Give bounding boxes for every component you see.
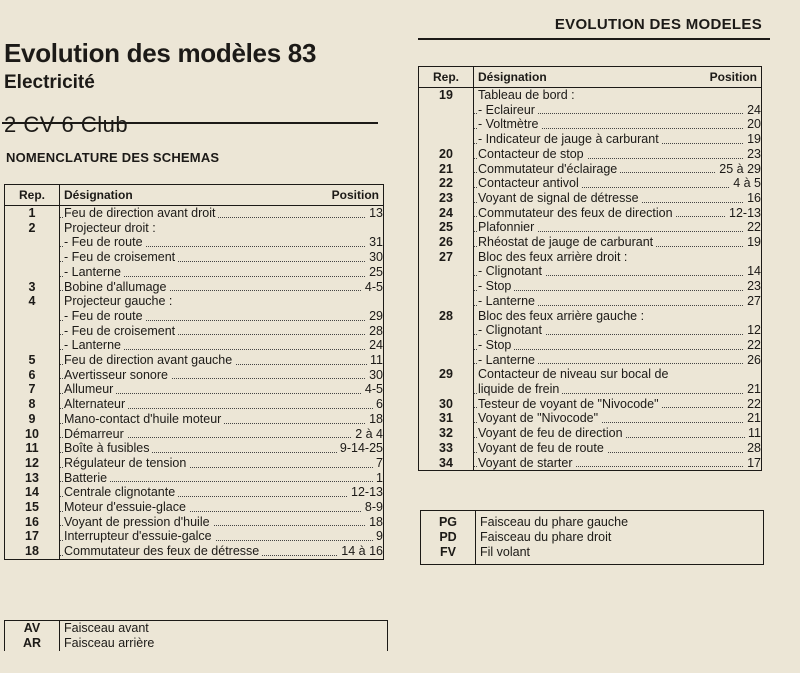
designation-text: Centrale clignotante xyxy=(64,485,178,499)
harness-label: Faisceau du phare gauche xyxy=(480,515,629,529)
position-value: 19 xyxy=(744,132,761,147)
designation-cell xyxy=(474,162,762,177)
designation-cell xyxy=(60,382,384,397)
designation-cell xyxy=(60,500,384,515)
designation-text: Tableau de bord : xyxy=(478,88,578,102)
rep-number xyxy=(5,338,60,353)
table-row xyxy=(419,176,762,191)
position-value: 21 xyxy=(744,411,761,426)
designation-text: Rhéostat de jauge de carburant xyxy=(478,235,656,249)
code-row xyxy=(421,511,764,531)
harness-label: Fil volant xyxy=(480,545,531,559)
rep-number: 25 xyxy=(419,220,474,235)
harness-code: AR xyxy=(5,636,60,651)
designation-cell xyxy=(60,427,384,442)
rep-number: 31 xyxy=(419,411,474,426)
table-row xyxy=(419,220,762,235)
position-value: 25 xyxy=(366,265,383,280)
designation-cell xyxy=(474,103,762,118)
rep-number: 21 xyxy=(419,162,474,177)
header-position: Position xyxy=(313,185,384,206)
designation-text: - Feu de route xyxy=(64,235,146,249)
position-value: 11 xyxy=(745,426,761,441)
designation-text: - Indicateur de jauge à carburant xyxy=(478,132,662,146)
designation-text: Voyant de pression d'huile xyxy=(64,515,213,529)
designation-cell xyxy=(60,441,384,456)
designation-text: - Feu de croisement xyxy=(64,324,178,338)
position-value: 29 xyxy=(366,309,383,324)
designation-cell xyxy=(60,515,384,530)
dot-leader xyxy=(474,349,761,350)
designation-cell xyxy=(474,353,762,368)
position-value: 21 xyxy=(744,382,761,397)
position-value: 22 xyxy=(744,338,761,353)
rep-number xyxy=(419,323,474,338)
designation-text: Contacteur de niveau sur bocal de xyxy=(478,367,671,381)
rep-number: 17 xyxy=(5,529,60,544)
harness-code: PG xyxy=(421,511,476,531)
designation-text: - Lanterne xyxy=(64,338,124,352)
designation-cell xyxy=(474,132,762,147)
designation-text: Batterie xyxy=(64,471,110,485)
rep-number: 33 xyxy=(419,441,474,456)
designation-text: Projecteur droit : xyxy=(64,221,159,235)
header-rule xyxy=(418,38,770,40)
rep-number: 4 xyxy=(5,294,60,309)
header-rep: Rep. xyxy=(419,67,474,88)
rep-number: 30 xyxy=(419,397,474,412)
table-row xyxy=(5,206,384,221)
designation-cell xyxy=(474,411,762,426)
position-value: 30 xyxy=(366,250,383,265)
designation-cell xyxy=(60,265,384,280)
designation-text: Commutateur des feux de direction xyxy=(478,206,676,220)
table-row xyxy=(5,515,384,530)
rep-number: 13 xyxy=(5,471,60,486)
table-row xyxy=(5,221,384,236)
designation-text: Bobine d'allumage xyxy=(64,280,169,294)
table-row xyxy=(419,147,762,162)
designation-cell xyxy=(474,279,762,294)
table-row xyxy=(5,441,384,456)
position-value: 8-9 xyxy=(362,500,383,515)
designation-cell xyxy=(474,456,762,471)
designation-cell xyxy=(60,368,384,383)
rep-number: 9 xyxy=(5,412,60,427)
rep-number: 29 xyxy=(419,367,474,382)
harness-codes-table-right xyxy=(420,510,764,565)
table-row xyxy=(5,250,384,265)
table-row xyxy=(5,368,384,383)
table-row xyxy=(419,411,762,426)
designation-cell xyxy=(474,367,762,382)
designation-text: - Feu de route xyxy=(64,309,146,323)
table-row xyxy=(419,441,762,456)
designation-text: - Clignotant xyxy=(478,323,545,337)
position-value: 11 xyxy=(367,353,383,368)
designation-cell xyxy=(474,250,762,265)
position-value: 14 xyxy=(744,264,761,279)
position-value: 28 xyxy=(744,441,761,456)
table-row xyxy=(5,471,384,486)
table-row xyxy=(5,309,384,324)
designation-cell xyxy=(60,206,384,221)
designation-text: - Lanterne xyxy=(64,265,124,279)
designation-text: Bloc des feux arrière gauche : xyxy=(478,309,647,323)
code-row xyxy=(421,545,764,565)
position-value: 31 xyxy=(366,235,383,250)
designation-cell xyxy=(474,88,762,103)
table-row xyxy=(419,426,762,441)
table-row xyxy=(5,500,384,515)
designation-text: Contacteur antivol xyxy=(478,176,582,190)
designation-cell xyxy=(60,529,384,544)
rep-number xyxy=(419,338,474,353)
harness-label: Faisceau du phare droit xyxy=(480,530,612,544)
harness-code: FV xyxy=(421,545,476,565)
table-row xyxy=(5,280,384,295)
rep-number: 7 xyxy=(5,382,60,397)
position-value: 6 xyxy=(373,397,383,412)
table-row xyxy=(419,382,762,397)
designation-cell xyxy=(60,250,384,265)
rep-number: 23 xyxy=(419,191,474,206)
rep-number xyxy=(419,279,474,294)
table-row xyxy=(5,412,384,427)
designation-cell xyxy=(474,426,762,441)
rep-number: 15 xyxy=(5,500,60,515)
designation-text: Voyant de feu de direction xyxy=(478,426,626,440)
harness-codes-table-left xyxy=(4,620,388,651)
position-value: 12 xyxy=(744,323,761,338)
table-row xyxy=(419,338,762,353)
rep-number xyxy=(419,132,474,147)
rep-number: 26 xyxy=(419,235,474,250)
header-designation: Désignation xyxy=(60,185,314,206)
designation-text: - Voltmètre xyxy=(478,117,541,131)
rep-number: 1 xyxy=(5,206,60,221)
designation-cell xyxy=(474,147,762,162)
table-row xyxy=(5,529,384,544)
position-value: 30 xyxy=(366,368,383,383)
designation-cell xyxy=(60,338,384,353)
position-value: 4-5 xyxy=(362,280,383,295)
position-value: 17 xyxy=(744,456,761,471)
rep-number: 6 xyxy=(5,368,60,383)
rep-number xyxy=(5,265,60,280)
designation-text: - Lanterne xyxy=(478,294,538,308)
table-row xyxy=(419,294,762,309)
designation-cell xyxy=(474,220,762,235)
rep-number: 2 xyxy=(5,221,60,236)
table-row xyxy=(5,382,384,397)
rep-number: 19 xyxy=(419,88,474,103)
rep-number xyxy=(419,382,474,397)
harness-code: PD xyxy=(421,530,476,545)
header-rep: Rep. xyxy=(5,185,60,206)
rep-number: 18 xyxy=(5,544,60,559)
rep-number xyxy=(5,250,60,265)
designation-text: - Stop xyxy=(478,279,514,293)
table-row xyxy=(419,323,762,338)
designation-cell xyxy=(60,235,384,250)
designation-cell xyxy=(60,412,384,427)
position-value: 18 xyxy=(366,515,383,530)
position-value: 27 xyxy=(744,294,761,309)
table-row xyxy=(5,235,384,250)
designation-cell xyxy=(474,176,762,191)
rep-number: 22 xyxy=(419,176,474,191)
position-value: 9 xyxy=(373,529,383,544)
designation-text: Moteur d'essuie-glace xyxy=(64,500,189,514)
page-title: Evolution des modèles 83 xyxy=(4,38,317,68)
table-row xyxy=(419,191,762,206)
nomenclature-table-left xyxy=(4,184,384,560)
table-row xyxy=(5,427,384,442)
model-name: 2 CV 6 Club xyxy=(4,112,129,137)
designation-text: Régulateur de tension xyxy=(64,456,189,470)
rep-number: 16 xyxy=(5,515,60,530)
table-row xyxy=(419,279,762,294)
rep-number: 3 xyxy=(5,280,60,295)
table-header-row xyxy=(419,67,762,88)
designation-cell xyxy=(474,397,762,412)
table-row xyxy=(5,485,384,500)
rep-number xyxy=(419,353,474,368)
designation-text: Voyant de "Nivocode" xyxy=(478,411,601,425)
designation-text: Feu de direction avant gauche xyxy=(64,353,235,367)
position-value: 4 à 5 xyxy=(730,176,761,191)
nomenclature-rows-left xyxy=(5,206,384,560)
table-row xyxy=(419,162,762,177)
table-row xyxy=(419,309,762,324)
table-row xyxy=(419,456,762,471)
designation-cell xyxy=(474,382,762,397)
rep-number: 24 xyxy=(419,206,474,221)
table-row xyxy=(419,235,762,250)
designation-text: Bloc des feux arrière droit : xyxy=(478,250,630,264)
position-value: 20 xyxy=(744,117,761,132)
table-row xyxy=(419,397,762,412)
rep-number: 10 xyxy=(5,427,60,442)
designation-text: Feu de direction avant droit xyxy=(64,206,218,220)
designation-cell xyxy=(474,235,762,250)
dot-leader xyxy=(474,290,761,291)
designation-cell xyxy=(474,117,762,132)
page-subtitle: Electricité xyxy=(4,72,95,93)
nomenclature-table-right xyxy=(418,66,762,471)
position-value: 19 xyxy=(744,235,761,250)
table-row xyxy=(419,132,762,147)
designation-text: - Stop xyxy=(478,338,514,352)
position-value: 25 à 29 xyxy=(716,162,761,177)
designation-cell xyxy=(474,264,762,279)
designation-text: Commutateur d'éclairage xyxy=(478,162,620,176)
designation-cell xyxy=(60,397,384,412)
position-value: 16 xyxy=(744,191,761,206)
designation-cell xyxy=(60,294,384,309)
harness-code: AV xyxy=(5,621,60,637)
position-value: 22 xyxy=(744,220,761,235)
designation-text: Alternateur xyxy=(64,397,128,411)
position-value: 13 xyxy=(366,206,383,221)
rep-number xyxy=(419,294,474,309)
designation-text: Démarreur xyxy=(64,427,127,441)
position-value: 9-14-25 xyxy=(337,441,383,456)
table-row xyxy=(5,544,384,559)
rep-number xyxy=(419,264,474,279)
designation-cell xyxy=(474,323,762,338)
table-header-row xyxy=(5,185,384,206)
section-title: NOMENCLATURE DES SCHEMAS xyxy=(6,150,220,165)
designation-cell xyxy=(60,309,384,324)
position-value: 23 xyxy=(744,147,761,162)
rep-number: 34 xyxy=(419,456,474,471)
designation-cell xyxy=(60,485,384,500)
designation-cell xyxy=(474,206,762,221)
position-value: 22 xyxy=(744,397,761,412)
table-row xyxy=(5,265,384,280)
harness-label: Faisceau arrière xyxy=(64,636,155,650)
table-row xyxy=(419,206,762,221)
designation-cell xyxy=(60,544,384,559)
code-row xyxy=(5,621,388,637)
table-row xyxy=(5,353,384,368)
designation-cell xyxy=(60,221,384,236)
designation-cell xyxy=(474,191,762,206)
designation-text: Commutateur des feux de détresse xyxy=(64,544,262,558)
position-value: 12-13 xyxy=(726,206,761,221)
table-row xyxy=(5,397,384,412)
header-position: Position xyxy=(691,67,762,88)
table-row xyxy=(419,88,762,103)
designation-text: - Clignotant xyxy=(478,264,545,278)
rep-number: 5 xyxy=(5,353,60,368)
designation-cell xyxy=(474,441,762,456)
table-row xyxy=(419,103,762,118)
rep-number xyxy=(419,103,474,118)
rep-number: 11 xyxy=(5,441,60,456)
position-value: 12-13 xyxy=(348,485,383,500)
designation-text: Projecteur gauche : xyxy=(64,294,175,308)
rep-number: 27 xyxy=(419,250,474,265)
designation-text: Mano-contact d'huile moteur xyxy=(64,412,224,426)
rep-number xyxy=(5,324,60,339)
position-value: 23 xyxy=(744,279,761,294)
rep-number: 14 xyxy=(5,485,60,500)
designation-cell xyxy=(60,324,384,339)
harness-label: Faisceau avant xyxy=(64,621,149,635)
table-row xyxy=(5,456,384,471)
designation-cell xyxy=(60,456,384,471)
designation-text: Voyant de feu de route xyxy=(478,441,607,455)
table-row xyxy=(419,250,762,265)
designation-text: Plafonnier xyxy=(478,220,537,234)
position-value: 14 à 16 xyxy=(338,544,383,559)
designation-cell xyxy=(474,338,762,353)
rep-number xyxy=(5,235,60,250)
rep-number: 20 xyxy=(419,147,474,162)
designation-text: Testeur de voyant de "Nivocode" xyxy=(478,397,662,411)
designation-text: Avertisseur sonore xyxy=(64,368,171,382)
rep-number: 32 xyxy=(419,426,474,441)
position-value: 2 à 4 xyxy=(352,427,383,442)
table-row xyxy=(5,338,384,353)
designation-text: - Lanterne xyxy=(478,353,538,367)
position-value: 18 xyxy=(366,412,383,427)
position-value: 7 xyxy=(373,456,383,471)
position-value: 26 xyxy=(744,353,761,368)
designation-text: - Feu de croisement xyxy=(64,250,178,264)
table-row xyxy=(419,367,762,382)
designation-cell xyxy=(60,353,384,368)
table-row xyxy=(419,117,762,132)
table-row xyxy=(419,264,762,279)
code-row xyxy=(5,636,388,651)
designation-text: Boîte à fusibles xyxy=(64,441,152,455)
designation-text: Contacteur de stop xyxy=(478,147,587,161)
designation-text: Interrupteur d'essuie-galce xyxy=(64,529,215,543)
position-value: 1 xyxy=(373,471,383,486)
position-value: 4-5 xyxy=(362,382,383,397)
table-row xyxy=(5,324,384,339)
nomenclature-rows-right xyxy=(419,88,762,471)
rep-number xyxy=(419,117,474,132)
designation-text: Voyant de signal de détresse xyxy=(478,191,642,205)
rep-number: 28 xyxy=(419,309,474,324)
rep-number: 12 xyxy=(5,456,60,471)
code-row xyxy=(421,530,764,545)
designation-cell xyxy=(474,309,762,324)
header-designation: Désignation xyxy=(474,67,692,88)
rep-number: 8 xyxy=(5,397,60,412)
designation-text: Voyant de starter xyxy=(478,456,576,470)
designation-text: Allumeur xyxy=(64,382,116,396)
position-value: 28 xyxy=(366,324,383,339)
position-value: 24 xyxy=(366,338,383,353)
designation-cell xyxy=(60,280,384,295)
designation-text: - Eclaireur xyxy=(478,103,538,117)
designation-text: liquide de frein xyxy=(478,382,562,396)
running-header: EVOLUTION DES MODELES xyxy=(554,16,762,33)
position-value: 24 xyxy=(744,103,761,118)
designation-cell xyxy=(60,471,384,486)
table-row xyxy=(419,353,762,368)
rep-number xyxy=(5,309,60,324)
designation-cell xyxy=(474,294,762,309)
table-row xyxy=(5,294,384,309)
